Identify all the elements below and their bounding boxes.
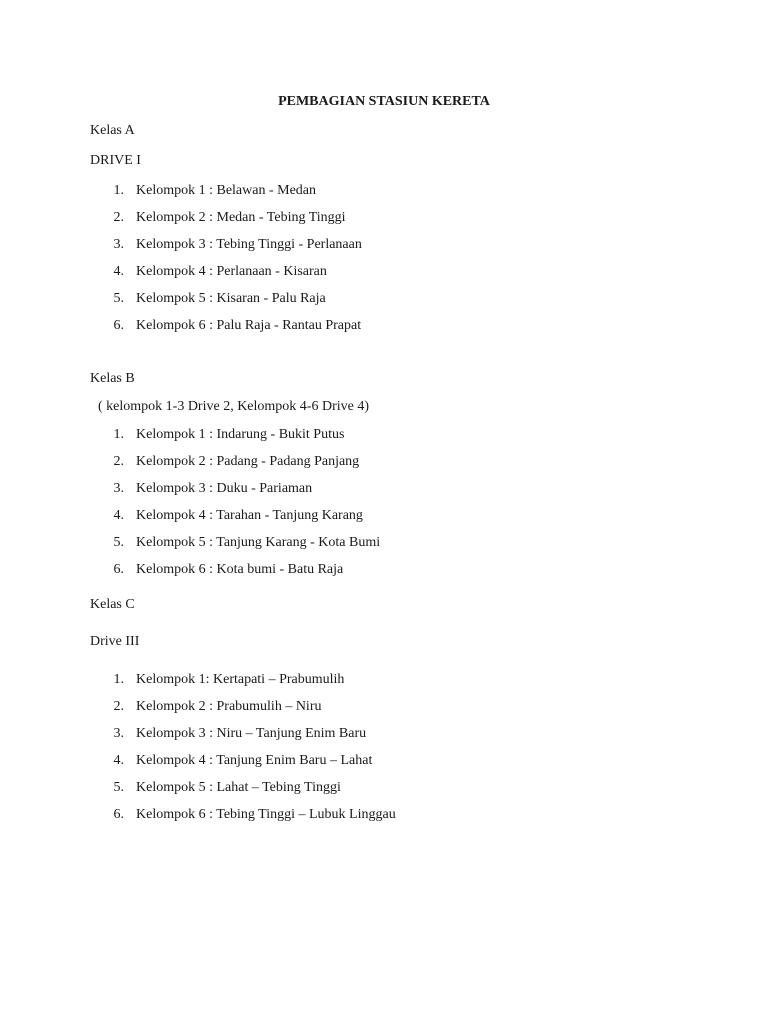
list-number: 5. [113,291,124,306]
list-number: 5. [113,535,124,550]
list-number: 2. [113,699,124,714]
list-item-text: Kelompok 2 : Padang - Padang Panjang [136,454,360,469]
list-item-text: Kelompok 5 : Lahat – Tebing Tinggi [136,780,341,795]
list-number: 4. [113,753,124,768]
list-number: 2. [113,454,124,469]
list-item-text: Kelompok 6 : Tebing Tinggi – Lubuk Linggau [136,807,396,822]
class-a-drive-label: DRIVE I [90,153,141,168]
list-number: 1. [113,427,124,442]
list-number: 4. [113,508,124,523]
list-number: 1. [113,672,124,687]
class-b-heading: Kelas B [90,371,135,386]
list-item-text: Kelompok 1 : Indarung - Bukit Putus [136,427,345,442]
list-item-text: Kelompok 6 : Palu Raja - Rantau Prapat [136,318,362,333]
class-b-drive-note: ( kelompok 1-3 Drive 2, Kelompok 4-6 Drive 4) [98,399,369,414]
list-item-text: Kelompok 1: Kertapati – Prabumulih [136,672,345,687]
list-item-text: Kelompok 5 : Tanjung Karang - Kota Bumi [136,535,381,550]
list-item-text: Kelompok 2 : Prabumulih – Niru [136,699,322,714]
list-number: 3. [113,726,124,741]
list-number: 2. [113,210,124,225]
class-c-heading: Kelas C [90,597,135,612]
list-number: 6. [113,807,124,822]
list-number: 4. [113,264,124,279]
list-number: 5. [113,780,124,795]
list-item-text: Kelompok 3 : Tebing Tinggi - Perlanaan [136,237,362,252]
list-number: 3. [113,481,124,496]
list-item-text: Kelompok 4 : Tarahan - Tanjung Karang [136,508,363,523]
list-number: 3. [113,237,124,252]
list-item-text: Kelompok 2 : Medan - Tebing Tinggi [136,210,346,225]
list-number: 6. [113,318,124,333]
list-item-text: Kelompok 1 : Belawan - Medan [136,183,317,198]
list-item-text: Kelompok 5 : Kisaran - Palu Raja [136,291,326,306]
class-c-drive-label: Drive III [90,634,140,649]
list-number: 1. [113,183,124,198]
list-item-text: Kelompok 3 : Niru – Tanjung Enim Baru [136,726,367,741]
list-item-text: Kelompok 4 : Tanjung Enim Baru – Lahat [136,753,373,768]
list-number: 6. [113,562,124,577]
list-item-text: Kelompok 6 : Kota bumi - Batu Raja [136,562,344,577]
page-title: PEMBAGIAN STASIUN KERETA [278,94,490,109]
class-a-heading: Kelas A [90,123,135,138]
list-item-text: Kelompok 4 : Perlanaan - Kisaran [136,264,327,279]
list-item-text: Kelompok 3 : Duku - Pariaman [136,481,313,496]
